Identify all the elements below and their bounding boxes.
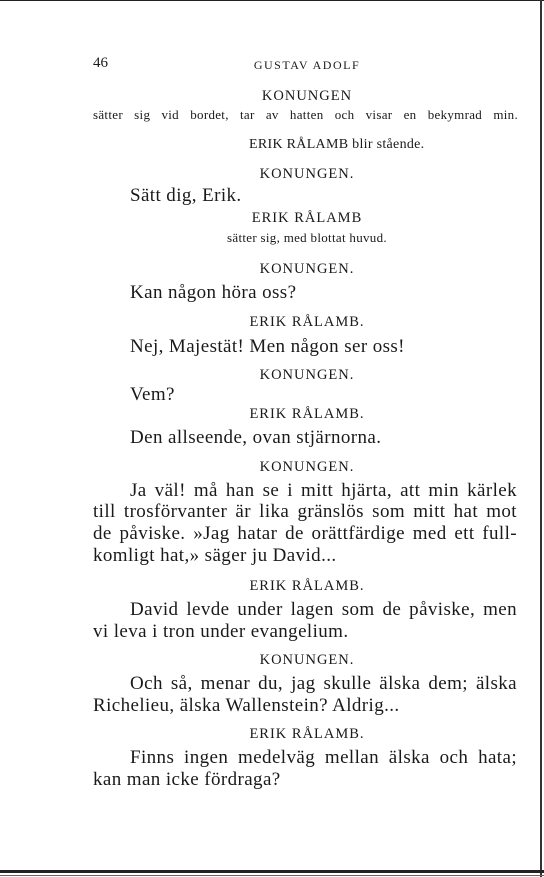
page-number: 46 (93, 55, 108, 71)
speaker-erik-ralamb: ERIK RÅLAMB. (249, 314, 365, 330)
speaker-erik-ralamb: ERIK RÅLAMB (251, 210, 363, 226)
speaker-erik-ralamb: ERIK RÅLAMB. (249, 406, 365, 422)
speaker-erik-ralamb: ERIK RÅLAMB. (249, 726, 365, 742)
dialogue-line: de påviske. »Jag hatar de orättfärdige med ett full- (93, 523, 517, 544)
dialogue-line: David levde under lagen som de påviske, men (130, 599, 517, 620)
speaker-konungen: KONUNGEN. (259, 166, 355, 182)
dialogue-line: till trosförvanter är lika gränslös som mitt hat mot (93, 501, 517, 522)
speaker-konungen: KONUNGEN (261, 88, 353, 104)
dialogue-line: Och så, menar du, jag skulle älska dem; älska (130, 673, 517, 694)
dialogue-line: komligt hat,» säger ju David... (93, 545, 337, 566)
dialogue-line: kan man icke fördraga? (93, 769, 281, 790)
dialogue-line: Kan någon höra oss? (130, 282, 297, 303)
dialogue-line: Sätt dig, Erik. (130, 185, 242, 206)
speaker-konungen: KONUNGEN. (259, 652, 355, 668)
dialogue-line: Vem? (130, 384, 175, 405)
running-title: GUSTAV ADOLF (253, 58, 361, 72)
stage-direction: ERIK RÅLAMB blir stående. (249, 137, 425, 152)
stage-direction: sätter sig, med blottat huvud. (227, 230, 387, 245)
dialogue-line: Richelieu, älska Wallenstein? Aldrig... (93, 695, 400, 716)
dialogue-line: Nej, Majestät! Men någon ser oss! (130, 336, 405, 357)
speaker-konungen: KONUNGEN. (259, 367, 355, 383)
dialogue-line: Finns ingen medelväg mellan älska och hata; (130, 747, 517, 768)
dialogue-line: Den allseende, ovan stjärnorna. (130, 427, 382, 448)
speaker-erik-ralamb: ERIK RÅLAMB. (249, 578, 365, 594)
speaker-konungen: KONUNGEN. (259, 261, 355, 277)
stage-direction: sätter sig vid bordet, tar av hatten och visar en bekymrad min. (93, 107, 518, 122)
dialogue-line: vi leva i tron under evangelium. (93, 621, 349, 642)
dialogue-line: Ja väl! må han se i mitt hjärta, att min kärlek (130, 480, 517, 501)
speaker-konungen: KONUNGEN. (259, 459, 355, 475)
